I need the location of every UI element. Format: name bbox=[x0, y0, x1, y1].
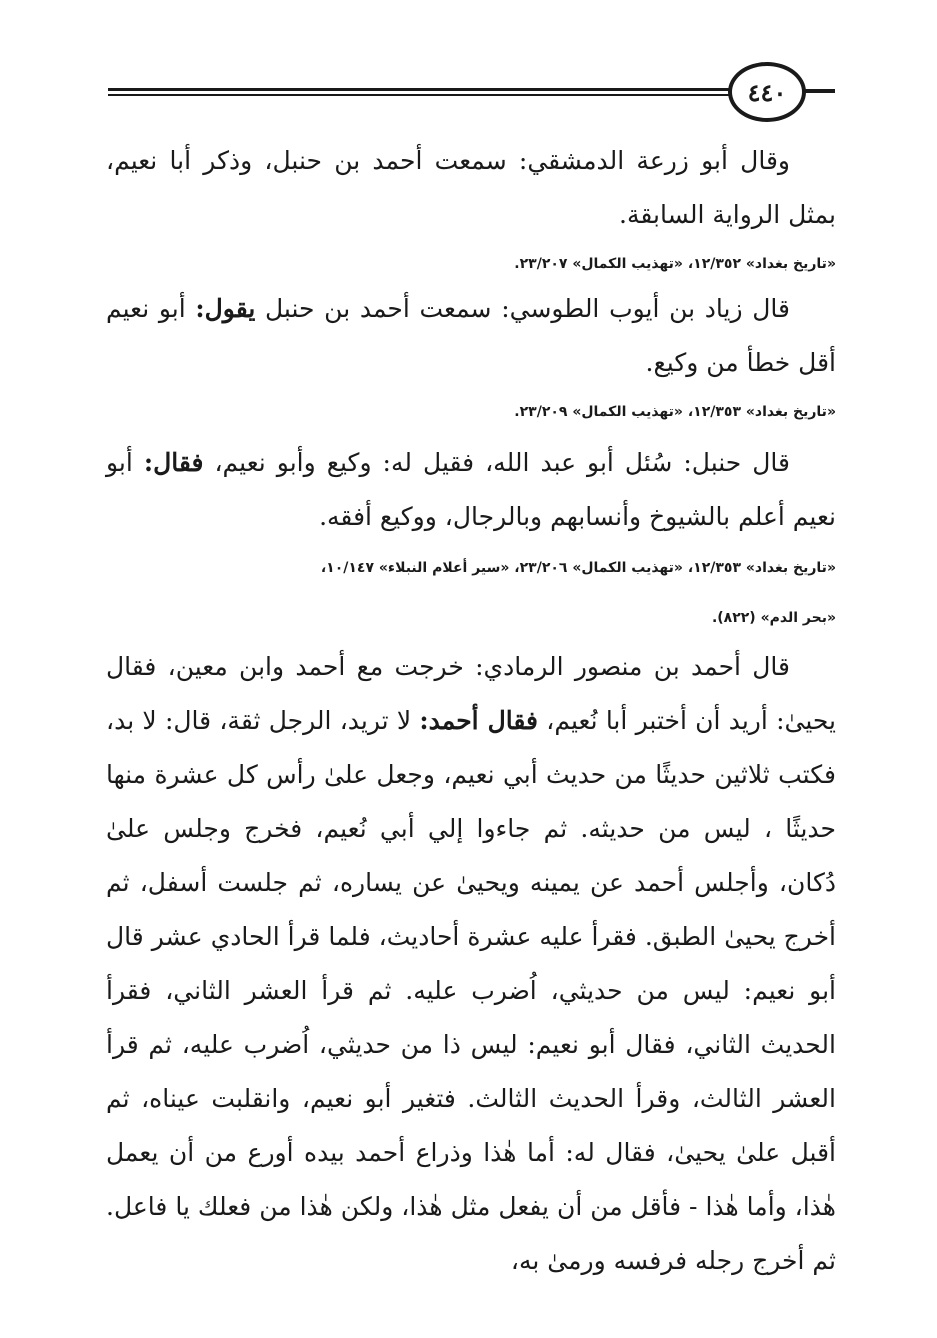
source-3-line-2: «بحر الدم» (٨٢٢). bbox=[711, 610, 836, 626]
paragraph-2 bbox=[106, 282, 836, 390]
header-rule-thick bbox=[108, 88, 738, 91]
source-1 bbox=[106, 252, 836, 276]
paragraph-1 bbox=[106, 134, 836, 242]
paragraph-3-text-a: قال حنبل: سُئل أبو عبد الله، فقيل له: وكيع وأبو نعيم، bbox=[203, 448, 790, 477]
paragraph-3-text-c: أبو نعيم أعلم بالشيوخ وأنسابهم وبالرجال، ووكيع أفقه. bbox=[106, 448, 836, 531]
source-2 bbox=[106, 400, 836, 424]
paragraph-1-text: وقال أبو زرعة الدمشقي: سمعت أحمد بن حنبل، وذكر أبا نعيم، بمثل الرواية السابقة. bbox=[106, 146, 836, 229]
paragraph-4-bold: فقال أحمد: bbox=[419, 706, 539, 735]
paragraph-4 bbox=[106, 640, 836, 1288]
page-number-badge bbox=[728, 62, 806, 122]
source-3 bbox=[106, 556, 836, 630]
source-1-text: «تاريخ بغداد» ١٢/٣٥٢، «تهذيب الكمال» ٢٣/٢٠٧. bbox=[514, 256, 836, 272]
source-3-line-1: «تاريخ بغداد» ١٢/٣٥٣، «تهذيب الكمال» ٢٣/٢٠٦، «سير أعلام النبلاء» ١٠/١٤٧، bbox=[320, 560, 836, 576]
paragraph-4-text-c: لا تريد، الرجل ثقة، قال: لا بد، فكتب ثلاثين حديثًا من حديث أبي نعيم، وجعل علىٰ رأس كل عشرة منها حديثًا ، ليس من حديثه. ثم جاءوا إلي أبي نُعيم، فخرج وجلس علىٰ دُكان، وأجلس أحمد عن يمينه ويحيىٰ عن يساره، ثم جلست أسفل، ثم أخرج يحيىٰ الطبق. فقرأ عليه عشرة أحاديث، فلما قرأ الحادي عشر قال أبو نعيم: ليس من حديثي، اُضرب عليه. ثم قرأ العشر الثاني، فقرأ الحديث الثاني، فقال أبو نعيم: ليس ذا من حديثي، اُضرب عليه، ثم قرأ العشر الثالث، وقرأ الحديث الثالث. فتغير أبو نعيم، وانقلبت عيناه، ثم أقبل علىٰ يحيىٰ، فقال له: أما هٰذا وذراع أحمد بيده أورع من أن يعمل هٰذا، وأما هٰذا - فأقل من أن يفعل مثل هٰذا، ولكن هٰذا من فعلك يا فاعل. ثم أخرج رجله فرفسه ورمىٰ به، bbox=[106, 706, 836, 1275]
paragraph-3-bold: فقال: bbox=[143, 448, 204, 477]
paragraph-2-text-a: قال زياد بن أيوب الطوسي: سمعت أحمد بن حنبل bbox=[255, 294, 790, 323]
paragraph-4-text-a: قال أحمد بن منصور الرمادي: خرجت مع أحمد وابن معين، فقال يحيىٰ: أريد أن أختبر أبا نُعيم، bbox=[106, 652, 836, 735]
paragraph-3 bbox=[106, 436, 836, 544]
paragraph-2-bold: يقول: bbox=[195, 294, 256, 323]
page-number: ٤٤٠ bbox=[747, 77, 787, 107]
source-2-text: «تاريخ بغداد» ١٢/٣٥٣، «تهذيب الكمال» ٢٣/٢٠٩. bbox=[514, 404, 836, 420]
header-rule-thin bbox=[108, 94, 738, 96]
paragraph-2-text-c: أبو نعيم أقل خطأ من وكيع. bbox=[106, 294, 836, 377]
